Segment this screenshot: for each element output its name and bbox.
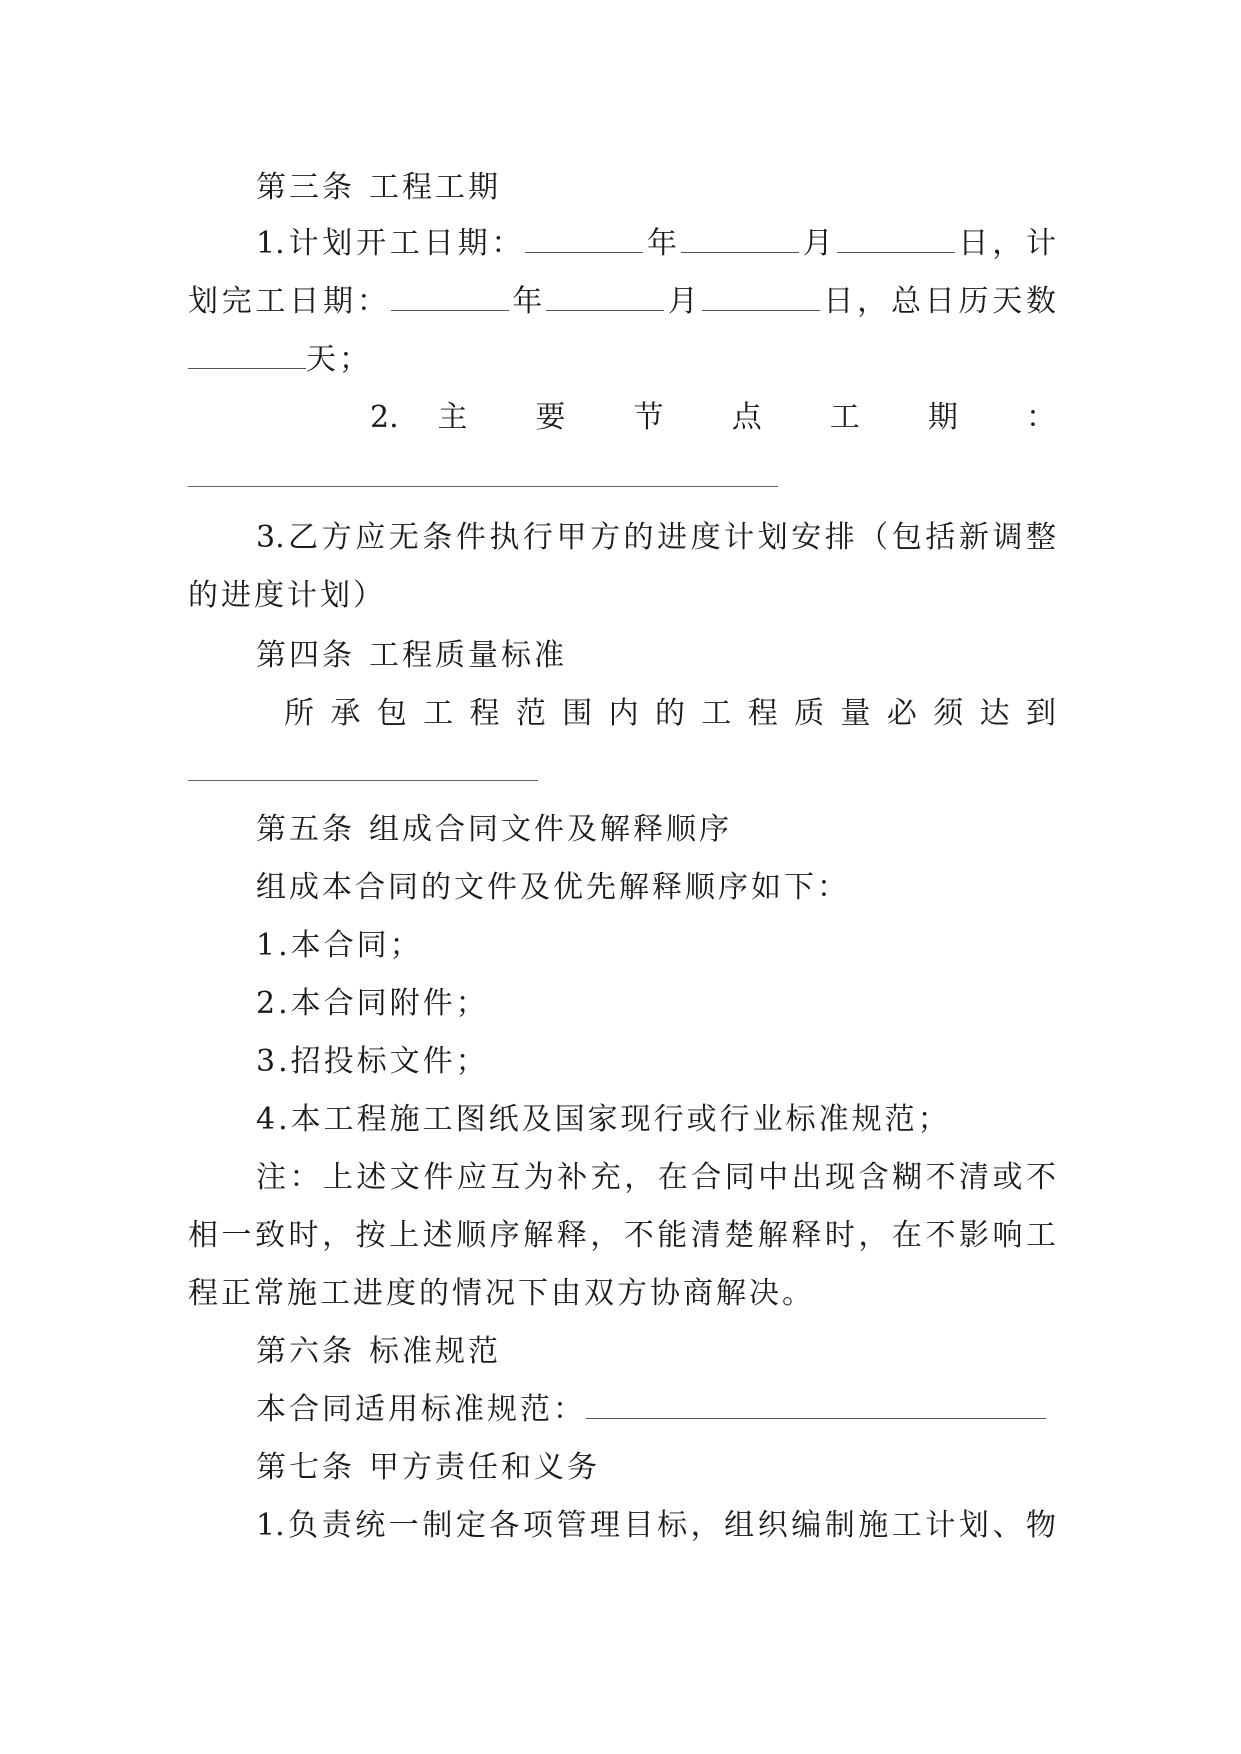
milestone-char: 要 — [535, 400, 595, 435]
document-item-text: 2.本合同附件； — [256, 986, 489, 1021]
quality-char: 质 — [794, 696, 828, 731]
key-milestones-line — [370, 398, 1056, 438]
blank-applicable-standards — [586, 1392, 1046, 1419]
progress-plan-line-2 — [188, 576, 1056, 616]
article-number: 第六条 — [256, 1334, 355, 1369]
article-title: 工程质量标准 — [369, 638, 567, 673]
article-number: 第五条 — [256, 812, 355, 847]
milestone-char: 节 — [633, 400, 693, 435]
milestone-char: 点 — [731, 400, 791, 435]
article-7-heading — [256, 1448, 1056, 1488]
day-label: 日，计 — [954, 226, 1057, 261]
quality-char: 工 — [701, 696, 735, 731]
planned-start-line — [256, 224, 1056, 264]
article-title: 组成合同文件及解释顺序 — [369, 812, 732, 847]
applicable-standards-line — [256, 1390, 1056, 1430]
article-3-heading — [256, 168, 1056, 208]
milestone-char: ： — [1026, 400, 1056, 435]
total-days-label: 日，总日历天数 — [819, 284, 1057, 319]
year-label: 年 — [508, 284, 547, 319]
blank-finish-day — [702, 284, 820, 311]
quality-char: 范 — [515, 696, 550, 731]
article-number: 第七条 — [256, 1450, 355, 1485]
quality-char: 包 — [376, 696, 411, 731]
planned-finish-line — [188, 282, 1056, 322]
quality-char: 达 — [979, 696, 1014, 731]
document-item-text: 1.本合同； — [256, 928, 423, 963]
label-planned-start: 1.计划开工日期： — [256, 226, 526, 261]
milestone-char: 2. — [370, 400, 399, 435]
progress-plan-line-1 — [256, 518, 1056, 558]
quality-char: 承 — [330, 696, 364, 731]
article-4-heading — [256, 636, 1056, 676]
quality-standard-line — [284, 694, 1056, 734]
blank-start-month — [681, 226, 799, 253]
progress-plan-text: 3.乙方应无条件执行甲方的进度计划安排（包括新调整 — [256, 520, 1056, 555]
document-item — [256, 1042, 1056, 1082]
milestone-char: 主 — [437, 400, 497, 435]
month-label: 月 — [664, 284, 702, 319]
quality-char: 程 — [747, 696, 782, 731]
note-text: 相一致时，按上述顺序解释，不能清楚解释时，在不影响工 — [188, 1218, 1056, 1253]
note-line-3 — [188, 1274, 1056, 1314]
note-text: 程正常施工进度的情况下由双方协商解决。 — [188, 1276, 815, 1311]
days-unit: 天； — [306, 342, 372, 377]
applicable-standards-label: 本合同适用标准规范： — [256, 1392, 586, 1427]
article-number: 第三条 — [256, 170, 355, 205]
article-number: 第四条 — [256, 638, 355, 673]
article-6-heading — [256, 1332, 1056, 1372]
party-a-duty-text: 1.负责统一制定各项管理目标，组织编制施工计划、物 — [256, 1508, 1056, 1543]
quality-char: 所 — [284, 696, 318, 731]
note-text: 注：上述文件应互为补充，在合同中出现含糊不清或不 — [256, 1160, 1056, 1195]
article-title: 工程工期 — [369, 170, 501, 205]
milestone-char: 期 — [927, 400, 988, 435]
note-line-1 — [256, 1158, 1056, 1198]
quality-char: 围 — [562, 696, 596, 731]
label-planned-finish: 划完工日期： — [188, 284, 391, 319]
month-label: 月 — [798, 226, 837, 261]
year-label: 年 — [643, 226, 681, 261]
blank-total-days — [188, 342, 306, 369]
blank-start-day — [837, 226, 955, 253]
quality-char: 工 — [423, 696, 457, 731]
article-title: 标准规范 — [369, 1334, 501, 1369]
milestone-char: 工 — [829, 400, 890, 435]
document-item-text: 4.本工程施工图纸及国家现行或行业标准规范； — [256, 1102, 951, 1137]
blank-start-year — [525, 226, 643, 253]
blank-milestones — [188, 486, 778, 487]
quality-char: 须 — [933, 696, 967, 731]
document-item — [256, 984, 1056, 1024]
progress-plan-text: 的进度计划） — [188, 578, 386, 613]
blank-finish-year — [391, 284, 509, 311]
quality-char: 到 — [1026, 696, 1056, 731]
article-5-heading — [256, 810, 1056, 850]
quality-char: 量 — [840, 696, 874, 731]
party-a-duty-line-1 — [256, 1506, 1056, 1546]
quality-char: 的 — [655, 696, 689, 731]
document-item-text: 3.招投标文件； — [256, 1044, 489, 1079]
quality-char: 必 — [886, 696, 921, 731]
documents-intro-text: 组成本合同的文件及优先解释顺序如下： — [256, 870, 850, 905]
total-days-line — [188, 340, 1056, 380]
documents-intro — [256, 868, 1056, 908]
document-item — [256, 926, 1056, 966]
blank-finish-month — [546, 284, 664, 311]
article-title: 甲方责任和义务 — [369, 1450, 600, 1485]
quality-char: 内 — [608, 696, 643, 731]
note-line-2 — [188, 1216, 1056, 1256]
quality-char: 程 — [469, 696, 503, 731]
blank-quality-standard — [188, 780, 538, 781]
document-item — [256, 1100, 1056, 1140]
